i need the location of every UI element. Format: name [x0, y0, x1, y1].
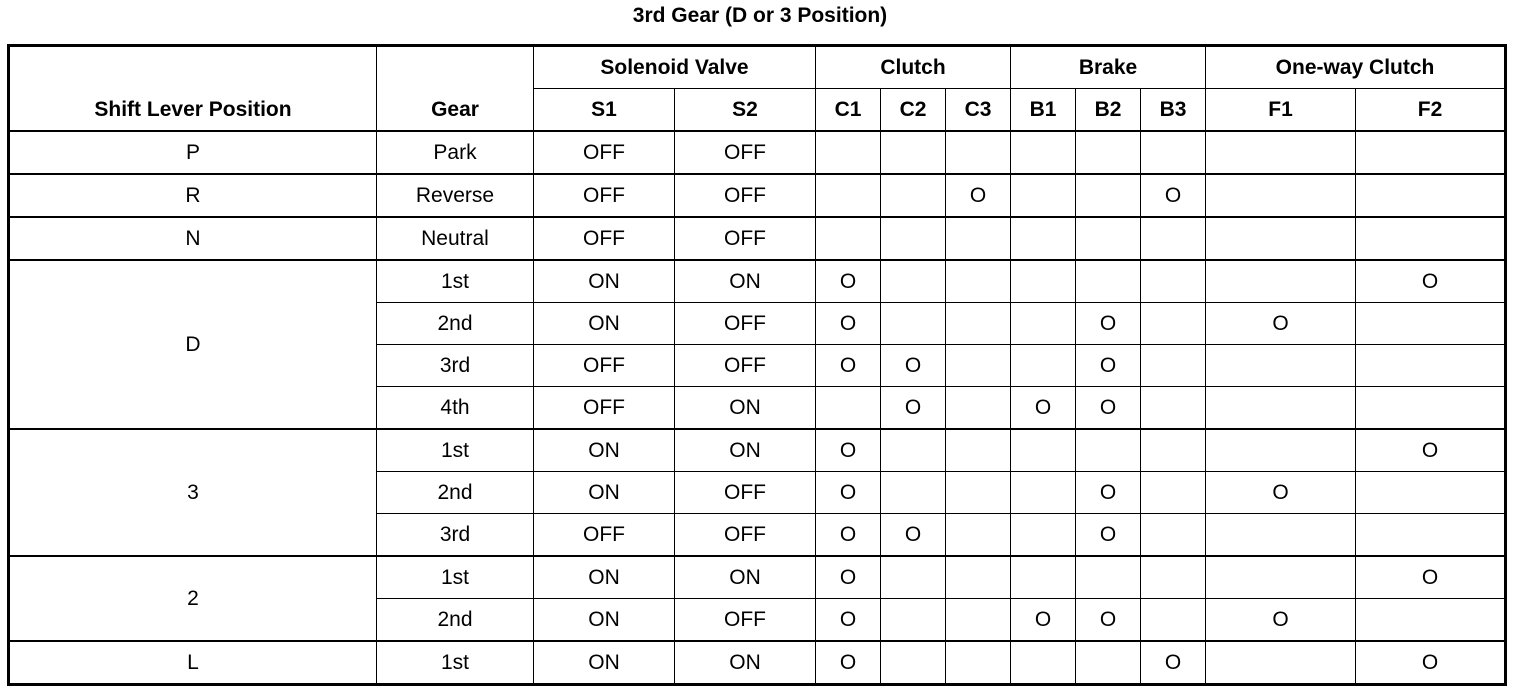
cell-f2: O: [1356, 641, 1506, 685]
cell-c2: O: [881, 345, 946, 387]
header-solenoid-valve: Solenoid Valve: [534, 46, 816, 89]
cell-b1: [1011, 303, 1076, 345]
cell-s2: ON: [675, 429, 816, 472]
cell-b1: [1011, 641, 1076, 685]
header-gear: Gear: [377, 46, 534, 132]
cell-s1: ON: [534, 429, 675, 472]
cell-s1: OFF: [534, 387, 675, 430]
cell-b1: [1011, 556, 1076, 599]
cell-gear: 1st: [377, 641, 534, 685]
cell-s1: OFF: [534, 217, 675, 260]
cell-s1: ON: [534, 641, 675, 685]
cell-c1: [816, 174, 881, 217]
table-row: [9, 429, 1506, 472]
cell-f2: [1356, 217, 1506, 260]
cell-b2: O: [1076, 303, 1141, 345]
cell-b2: O: [1076, 345, 1141, 387]
cell-b1: [1011, 174, 1076, 217]
header-b2: B2: [1076, 89, 1141, 132]
cell-b3: [1141, 217, 1206, 260]
cell-f2: [1356, 345, 1506, 387]
cell-b1: [1011, 345, 1076, 387]
cell-b3: [1141, 345, 1206, 387]
cell-c2: [881, 556, 946, 599]
cell-s1: ON: [534, 599, 675, 642]
cell-position: P: [9, 131, 377, 174]
cell-gear: Park: [377, 131, 534, 174]
cell-c2: [881, 429, 946, 472]
cell-position: D: [9, 260, 377, 429]
cell-gear: 2nd: [377, 303, 534, 345]
cell-b2: O: [1076, 472, 1141, 514]
cell-b2: [1076, 641, 1141, 685]
cell-gear: 3rd: [377, 514, 534, 557]
cell-b1: O: [1011, 387, 1076, 430]
cell-c2: [881, 303, 946, 345]
cell-c3: [946, 556, 1011, 599]
cell-f1: [1206, 429, 1356, 472]
cell-f1: [1206, 217, 1356, 260]
cell-c3: [946, 387, 1011, 430]
cell-gear: 2nd: [377, 599, 534, 642]
cell-s2: ON: [675, 556, 816, 599]
cell-s2: OFF: [675, 345, 816, 387]
cell-gear: Reverse: [377, 174, 534, 217]
cell-c1: O: [816, 599, 881, 642]
cell-c2: [881, 174, 946, 217]
cell-f1: [1206, 556, 1356, 599]
header-one-way-clutch: One-way Clutch: [1206, 46, 1506, 89]
cell-b2: [1076, 131, 1141, 174]
cell-b1: [1011, 131, 1076, 174]
cell-f2: [1356, 514, 1506, 557]
cell-f1: [1206, 174, 1356, 217]
cell-b1: [1011, 472, 1076, 514]
cell-c3: [946, 131, 1011, 174]
cell-f2: O: [1356, 429, 1506, 472]
header-c1: C1: [816, 89, 881, 132]
cell-c1: O: [816, 641, 881, 685]
cell-f2: O: [1356, 260, 1506, 303]
cell-f2: [1356, 303, 1506, 345]
cell-s1: ON: [534, 556, 675, 599]
header-s2: S2: [675, 89, 816, 132]
header-f2: F2: [1356, 89, 1506, 132]
cell-c3: [946, 303, 1011, 345]
cell-c3: O: [946, 174, 1011, 217]
cell-c3: [946, 345, 1011, 387]
cell-s2: OFF: [675, 174, 816, 217]
cell-s1: ON: [534, 472, 675, 514]
cell-c2: [881, 472, 946, 514]
cell-b1: [1011, 260, 1076, 303]
cell-position: L: [9, 641, 377, 685]
cell-c1: O: [816, 429, 881, 472]
cell-s2: ON: [675, 641, 816, 685]
cell-c3: [946, 641, 1011, 685]
cell-s2: OFF: [675, 599, 816, 642]
cell-f2: [1356, 599, 1506, 642]
cell-position: 2: [9, 556, 377, 641]
cell-s2: ON: [675, 260, 816, 303]
cell-c1: O: [816, 303, 881, 345]
cell-c1: O: [816, 556, 881, 599]
header-row-groups: [9, 46, 1506, 89]
cell-b2: O: [1076, 599, 1141, 642]
header-brake: Brake: [1011, 46, 1206, 89]
cell-s1: OFF: [534, 514, 675, 557]
cell-b3: [1141, 387, 1206, 430]
cell-f1: O: [1206, 303, 1356, 345]
cell-b2: O: [1076, 514, 1141, 557]
cell-c3: [946, 472, 1011, 514]
cell-b3: [1141, 556, 1206, 599]
cell-c1: O: [816, 260, 881, 303]
cell-b2: [1076, 260, 1141, 303]
cell-c2: O: [881, 387, 946, 430]
cell-b1: [1011, 217, 1076, 260]
cell-b3: [1141, 429, 1206, 472]
table-row: [9, 174, 1506, 217]
cell-position: N: [9, 217, 377, 260]
cell-b1: [1011, 514, 1076, 557]
cell-s2: OFF: [675, 472, 816, 514]
cell-c2: [881, 599, 946, 642]
table-row: [9, 131, 1506, 174]
cell-s2: OFF: [675, 514, 816, 557]
cell-b2: [1076, 174, 1141, 217]
cell-b2: [1076, 556, 1141, 599]
cell-b3: [1141, 131, 1206, 174]
cell-s1: ON: [534, 303, 675, 345]
cell-s1: OFF: [534, 345, 675, 387]
cell-b2: O: [1076, 387, 1141, 430]
cell-position: R: [9, 174, 377, 217]
page-title: 3rd Gear (D or 3 Position): [632, 4, 888, 27]
cell-f1: O: [1206, 599, 1356, 642]
table-row: [9, 641, 1506, 685]
header-s1: S1: [534, 89, 675, 132]
cell-c2: [881, 260, 946, 303]
cell-b2: [1076, 429, 1141, 472]
shift-table: [7, 44, 1507, 686]
cell-s1: OFF: [534, 131, 675, 174]
header-f1: F1: [1206, 89, 1356, 132]
cell-gear: 4th: [377, 387, 534, 430]
cell-b3: [1141, 260, 1206, 303]
cell-s2: OFF: [675, 303, 816, 345]
header-c3: C3: [946, 89, 1011, 132]
cell-c1: [816, 217, 881, 260]
cell-b3: [1141, 599, 1206, 642]
cell-position: 3: [9, 429, 377, 556]
cell-b3: [1141, 514, 1206, 557]
cell-s2: OFF: [675, 131, 816, 174]
cell-gear: 3rd: [377, 345, 534, 387]
cell-b2: [1076, 217, 1141, 260]
cell-b3: O: [1141, 174, 1206, 217]
cell-f1: [1206, 641, 1356, 685]
cell-gear: 1st: [377, 429, 534, 472]
table-row: [9, 556, 1506, 599]
cell-c3: [946, 217, 1011, 260]
cell-f2: [1356, 131, 1506, 174]
cell-gear: 1st: [377, 556, 534, 599]
cell-gear: Neutral: [377, 217, 534, 260]
header-shift-lever-position: Shift Lever Position: [9, 46, 377, 132]
cell-s2: OFF: [675, 217, 816, 260]
cell-c3: [946, 260, 1011, 303]
cell-f1: O: [1206, 472, 1356, 514]
cell-c2: O: [881, 514, 946, 557]
cell-f1: [1206, 131, 1356, 174]
cell-c1: [816, 131, 881, 174]
table-row: [9, 260, 1506, 303]
cell-s2: ON: [675, 387, 816, 430]
cell-f1: [1206, 514, 1356, 557]
cell-c1: O: [816, 514, 881, 557]
cell-c3: [946, 599, 1011, 642]
cell-f2: O: [1356, 556, 1506, 599]
cell-gear: 1st: [377, 260, 534, 303]
cell-c2: [881, 641, 946, 685]
cell-gear: 2nd: [377, 472, 534, 514]
cell-b3: O: [1141, 641, 1206, 685]
cell-c2: [881, 131, 946, 174]
table-body: [9, 46, 1506, 685]
cell-c3: [946, 429, 1011, 472]
cell-f2: [1356, 472, 1506, 514]
cell-s1: ON: [534, 260, 675, 303]
cell-b3: [1141, 472, 1206, 514]
cell-f1: [1206, 387, 1356, 430]
cell-c2: [881, 217, 946, 260]
header-clutch: Clutch: [816, 46, 1011, 89]
header-b1: B1: [1011, 89, 1076, 132]
header-c2: C2: [881, 89, 946, 132]
cell-f2: [1356, 174, 1506, 217]
cell-f1: [1206, 260, 1356, 303]
cell-f1: [1206, 345, 1356, 387]
table-row: [9, 217, 1506, 260]
cell-c1: [816, 387, 881, 430]
header-b3: B3: [1141, 89, 1206, 132]
cell-c1: O: [816, 472, 881, 514]
cell-f2: [1356, 387, 1506, 430]
cell-b1: [1011, 429, 1076, 472]
cell-s1: OFF: [534, 174, 675, 217]
cell-b1: O: [1011, 599, 1076, 642]
cell-c1: O: [816, 345, 881, 387]
cell-c3: [946, 514, 1011, 557]
cell-b3: [1141, 303, 1206, 345]
